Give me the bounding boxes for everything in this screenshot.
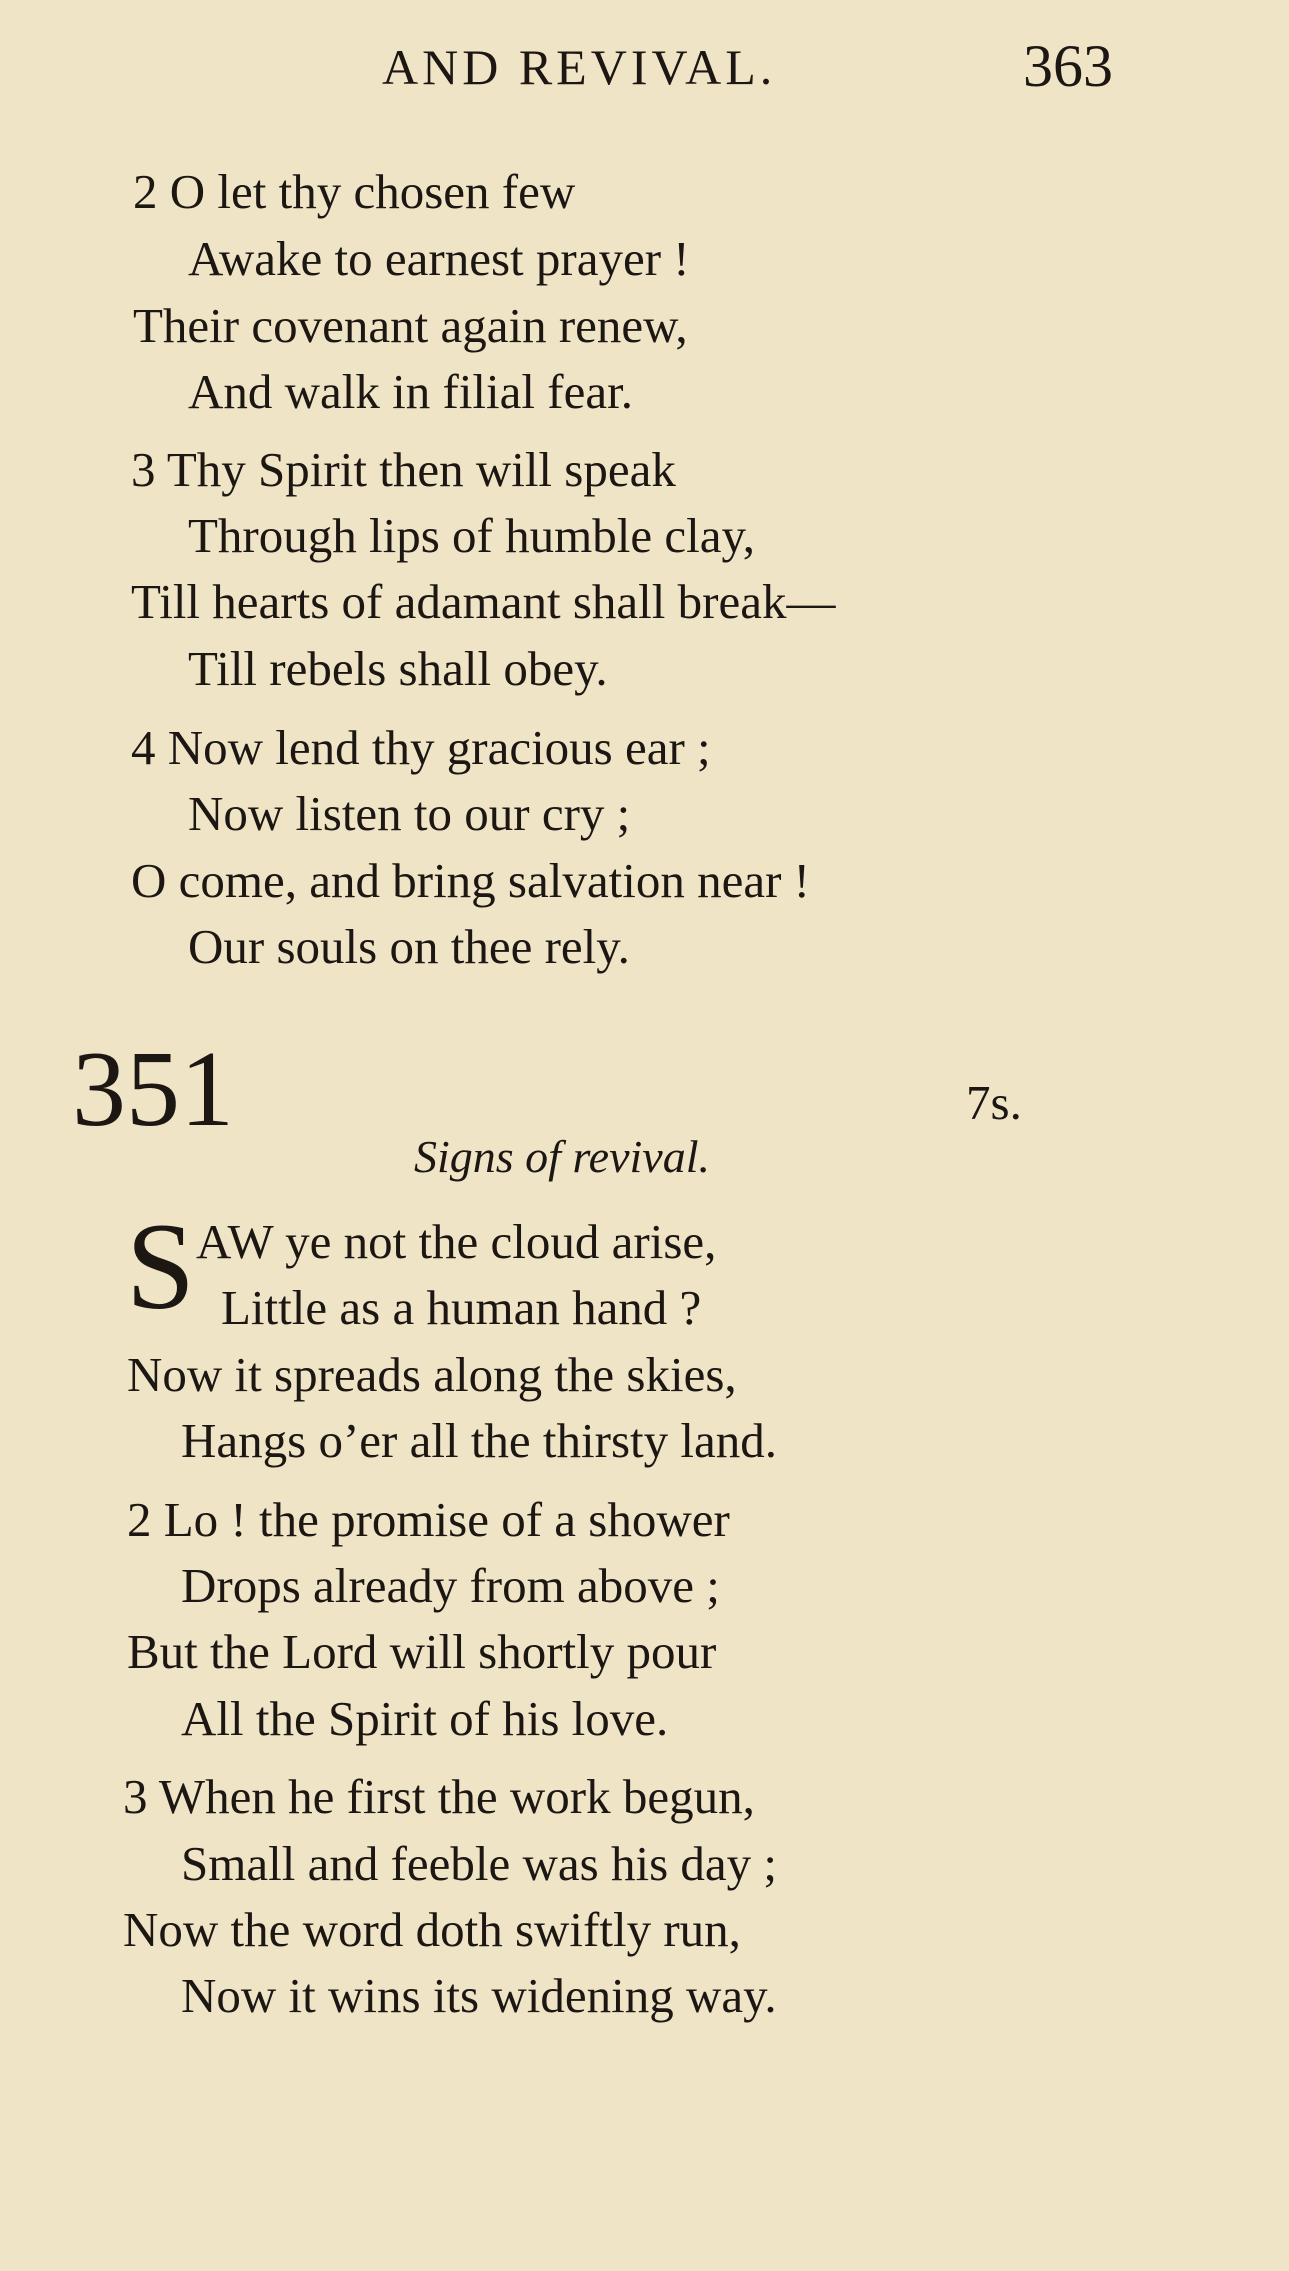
verse-line: But the Lord will shortly pour [127, 1624, 717, 1679]
verse-line: Small and feeble was his day ; [181, 1836, 778, 1891]
verse-line: AW ye not the cloud arise, [196, 1214, 717, 1269]
verse-line: Awake to earnest prayer ! [188, 231, 690, 286]
verse-line: Through lips of humble clay, [188, 508, 756, 563]
verse-line: Now listen to our cry ; [188, 786, 631, 841]
verse-line: 3 When he first the work begun, [123, 1769, 755, 1824]
verse-line: Our souls on thee rely. [188, 919, 630, 974]
running-head: AND REVIVAL. [382, 39, 777, 95]
verse-line: 2 Lo ! the promise of a shower [127, 1492, 730, 1547]
drop-cap: S [126, 1198, 195, 1335]
verse-line: And walk in filial fear. [188, 364, 633, 419]
verse-line: All the Spirit of his love. [181, 1691, 669, 1746]
verse-line: Their covenant again renew, [133, 298, 688, 353]
hymn-meter: 7s. [966, 1075, 1022, 1130]
verse-line: Hangs o’er all the thirsty land. [181, 1413, 778, 1468]
verse-line: 4 Now lend thy gracious ear ; [131, 720, 711, 775]
hymn-number: 351 [72, 1030, 234, 1149]
verse-line: Till rebels shall obey. [188, 641, 608, 696]
verse-line: Little as a human hand ? [221, 1280, 702, 1335]
verse-line: 3 Thy Spirit then will speak [131, 442, 676, 497]
verse-line: 2 O let thy chosen few [133, 164, 576, 219]
verse-line: Drops already from above ; [181, 1558, 720, 1613]
verse-line: O come, and bring salvation near ! [131, 853, 810, 908]
verse-line: Now it wins its widening way. [181, 1968, 777, 2023]
verse-line: Now the word doth swiftly run, [123, 1902, 741, 1957]
page-number: 363 [1023, 33, 1113, 99]
verse-line: Now it spreads along the skies, [127, 1347, 737, 1402]
hymn-subtitle: Signs of revival. [414, 1131, 710, 1182]
verse-line: Till hearts of adamant shall break— [131, 574, 836, 629]
